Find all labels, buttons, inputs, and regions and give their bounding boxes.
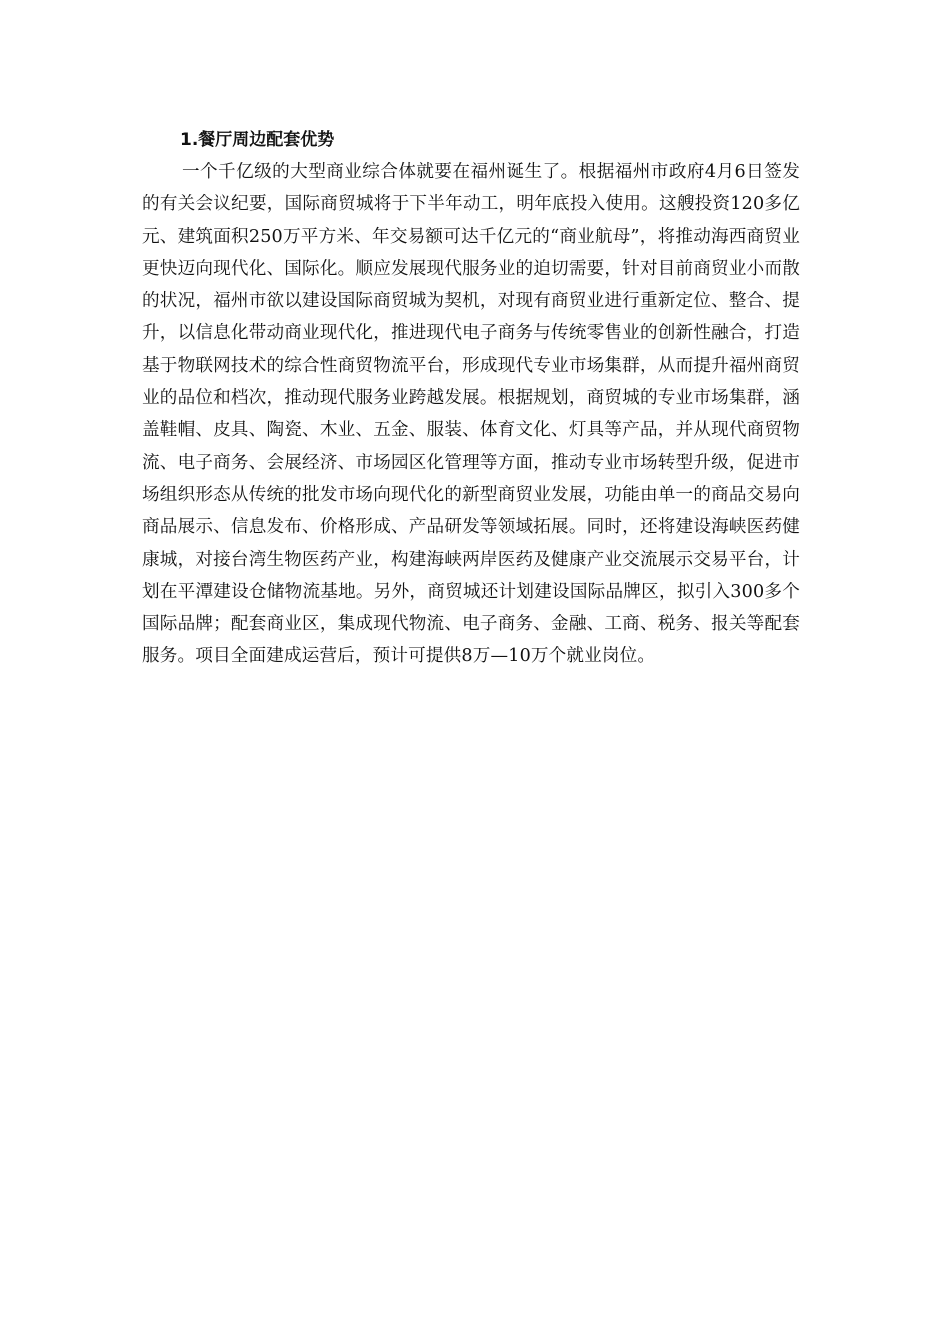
document-content — [142, 124, 800, 673]
body-paragraph: 一个千亿级的大型商业综合体就要在福州诞生了。根据福州市政府4月6日签发的有关会议纪要，国际商贸城将于下半年动工，明年底投入使用。这艘投资120多亿元、建筑面积250万平方米、年交易额可达千亿元的“商业航母”，将推动海西商贸业更快迈向现代化、国际化。顺应发展现代服务业的迫切需要，针对目前商贸业小而散的状况，福州市欲以建设国际商贸城为契机，对现有商贸业进行重新定位、整合、提升，以信息化带动商业现代化，推进现代电子商务与传统零售业的创新性融合，打造基于物联网技术的综合性商贸物流平台，形成现代专业市场集群，从而提升福州商贸业的品位和档次，推动现代服务业跨越发展。根据规划，商贸城的专业市场集群，涵盖鞋帽、皮具、陶瓷、木业、五金、服装、体育文化、灯具等产品，并从现代商贸物流、电子商务、会展经济、市场园区化管理等方面，推动专业市场转型升级，促进市场组织形态从传统的批发市场向现代化的新型商贸业发展，功能由单一的商品交易向商品展示、信息发布、价格形成、产品研发等领域拓展。同时，还将建设海峡医药健康城，对接台湾生物医药产业，构建海峡两岸医药及健康产业交流展示交易平台，计划在平潭建设仓储物流基地。另外，商贸城还计划建设国际品牌区，拟引入300多个国际品牌；配套商业区，集成现代物流、电子商务、金融、工商、税务、报关等配套服务。项目全面建成运营后，预计可提供8万—10万个就业岗位。 — [142, 162, 800, 667]
section-heading: 1.餐厅周边配套优势 — [180, 130, 335, 150]
